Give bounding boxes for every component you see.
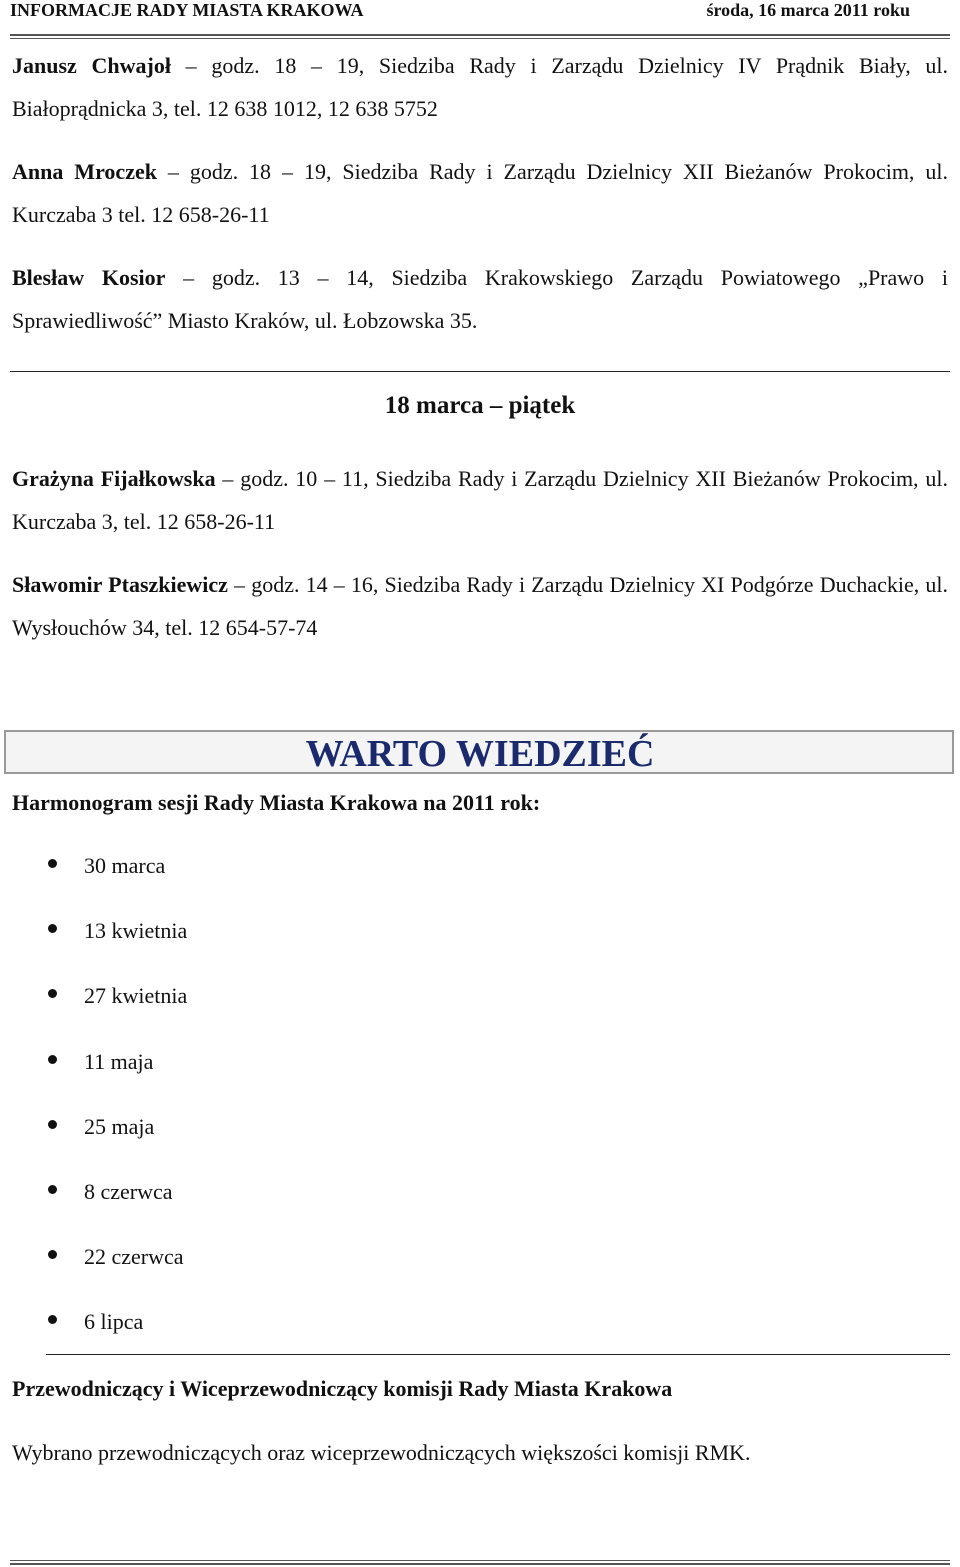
- councillor-name: Anna Mroczek: [12, 159, 157, 184]
- day-heading: 18 marca – piątek: [384, 392, 576, 419]
- duty-details: – godz. 18 – 19, Siedziba Rady i Zarządu Dzielnicy IV Prądnik Biały, ul. Białoprądnicka 3, tel. 12 638 1012, 12 638 5752: [12, 53, 949, 121]
- bullet-icon: [48, 1315, 57, 1324]
- duty-entry-fijalkowska: [12, 457, 948, 543]
- list-item: [0, 1171, 300, 1211]
- list-item: [0, 845, 300, 885]
- list-item: [0, 1301, 300, 1341]
- duty-details: – godz. 10 – 11, Siedziba Rady i Zarządu Dzielnicy XII Bieżanów Prokocim, ul. Kurczaba 3, tel. 12 658-26-11: [12, 466, 948, 534]
- duty-details: – godz. 18 – 19, Siedziba Rady i Zarządu Dzielnicy XII Bieżanów Prokocim, ul. Kurczaba 3 tel. 12 658-26-11: [12, 159, 948, 227]
- publication-title: INFORMACJE RADY MIASTA KRAKOWA: [10, 0, 364, 20]
- schedule-heading: Harmonogram sesji Rady Miasta Krakowa na 2011 rok:: [12, 790, 541, 815]
- session-date: 22 czerwca: [84, 1244, 184, 1269]
- bullet-icon: [48, 859, 57, 868]
- footer-rule-thin: [10, 1560, 950, 1561]
- bullet-icon: [48, 924, 57, 933]
- committees-heading: Przewodniczący i Wiceprzewodniczący komisji Rady Miasta Krakowa: [12, 1376, 673, 1401]
- bullet-icon: [48, 1055, 57, 1064]
- list-item: [0, 1236, 300, 1276]
- bullet-icon: [48, 1120, 57, 1129]
- session-date: 27 kwietnia: [84, 983, 188, 1008]
- list-item: [0, 1041, 300, 1081]
- bullet-icon: [48, 989, 57, 998]
- councillor-name: Grażyna Fijałkowska: [12, 466, 216, 491]
- duty-entry-ptaszkiewicz: [12, 563, 948, 649]
- session-date: 8 czerwca: [84, 1179, 173, 1204]
- footer-rule: [10, 1563, 950, 1565]
- banner-title: WARTO WIEDZIEĆ: [305, 733, 655, 775]
- duty-details: – godz. 13 – 14, Siedziba Krakowskiego Zarządu Powiatowego „Prawo i Sprawiedliwość” Miasto Kraków, ul. Łobzowska 35.: [12, 265, 948, 333]
- section-divider: [46, 1354, 950, 1355]
- session-date: 11 maja: [84, 1049, 154, 1074]
- duty-details: – godz. 14 – 16, Siedziba Rady i Zarządu Dzielnicy XI Podgórze Duchackie, ul. Wysłouchów 34, tel. 12 654-57-74: [12, 572, 948, 640]
- issue-date: środa, 16 marca 2011 roku: [706, 0, 910, 20]
- list-item: [0, 1106, 300, 1146]
- councillor-name: Janusz Chwajoł: [12, 53, 171, 78]
- councillor-name: Blesław Kosior: [12, 265, 166, 290]
- duty-entry-kosior: [12, 213, 948, 342]
- session-date: 25 maja: [84, 1114, 155, 1139]
- session-date: 13 kwietnia: [84, 918, 188, 943]
- committees-text: Wybrano przewodniczących oraz wiceprzewodniczących większości komisji RMK.: [12, 1440, 751, 1465]
- list-item: [0, 975, 300, 1015]
- session-date: 30 marca: [84, 853, 166, 878]
- councillor-name: Sławomir Ptaszkiewicz: [12, 572, 228, 597]
- session-date: 6 lipca: [84, 1309, 144, 1334]
- bullet-icon: [48, 1185, 57, 1194]
- list-item: [0, 910, 300, 950]
- section-divider: [10, 371, 950, 372]
- bullet-icon: [48, 1250, 57, 1259]
